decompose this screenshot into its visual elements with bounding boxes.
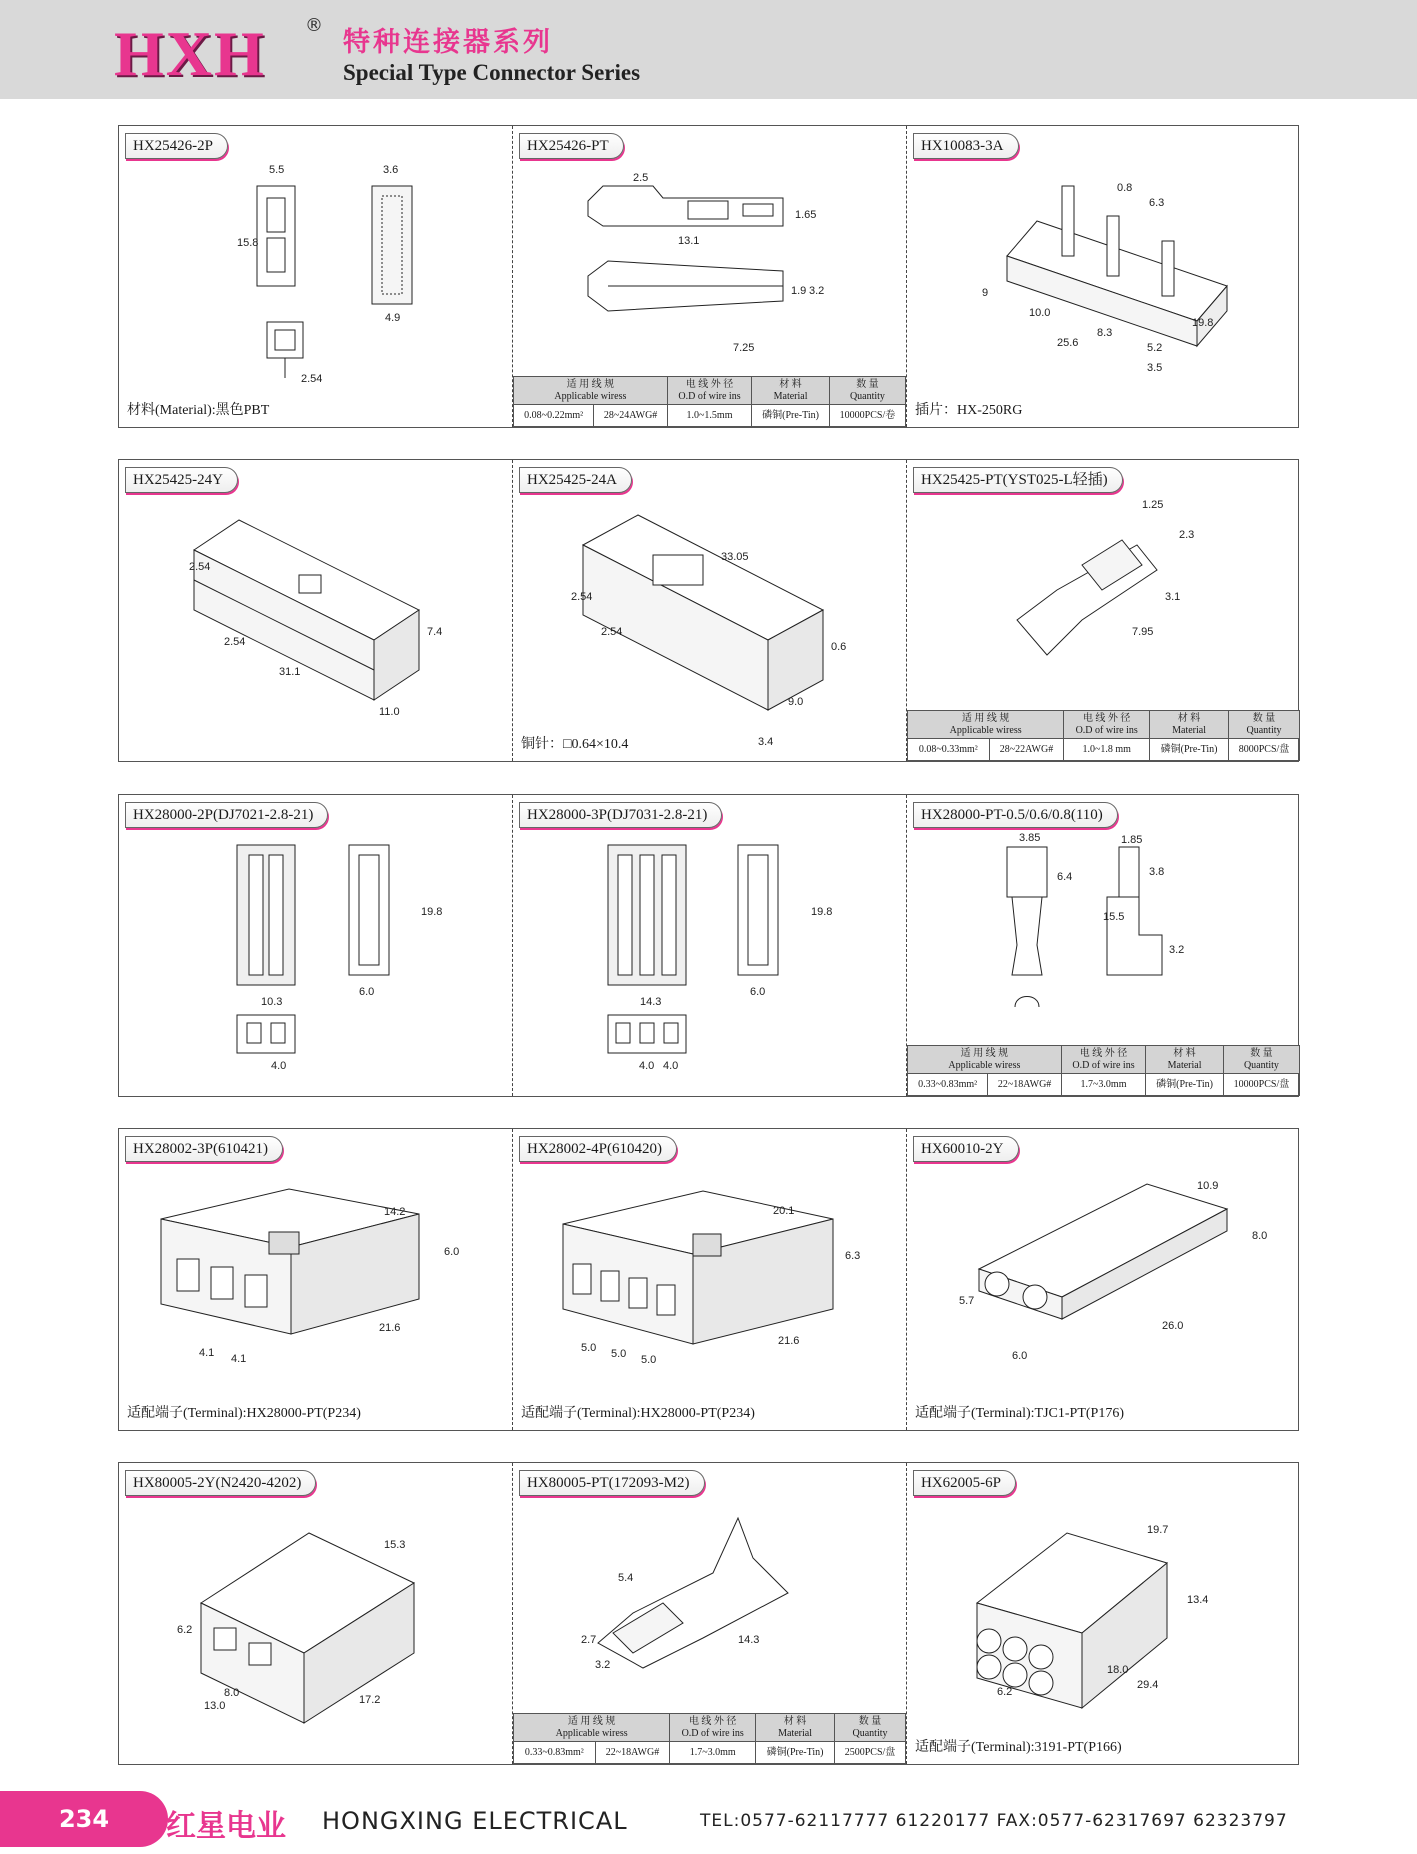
dim-label: 8.0 (224, 1687, 240, 1699)
company-name-en: HONGXING ELECTRICAL (322, 1807, 628, 1835)
dim-label: 6.2 (997, 1686, 1013, 1698)
col-header: 电 线 外 径 (685, 378, 734, 390)
col-header: Quantity (1243, 1059, 1279, 1071)
dim-label: 21.6 (379, 1322, 401, 1334)
col-header: 数 量 (858, 1715, 882, 1727)
product-cell-hx28000-3p (512, 795, 906, 1096)
registered-mark: ® (305, 15, 323, 36)
col-header: Material (1172, 724, 1206, 736)
spec-material: 磷铜(Pre-Tin) (1146, 1074, 1224, 1096)
product-label: HX25425-PT(YST025-L轻插) (913, 467, 1123, 493)
col-header: 数 量 (1250, 1047, 1273, 1059)
terminal-note: 适配端子(Terminal):TJC1-PT(P176) (915, 1406, 1124, 1421)
col-header: 适 用 线 规 (566, 378, 615, 390)
spec-awg: 22~18AWG# (595, 1742, 670, 1764)
dim-label: 10.0 (1029, 307, 1051, 319)
spec-od: 1.0~1.8 mm (1064, 739, 1150, 761)
col-header: O.D of wire ins (681, 1727, 744, 1739)
spec-quantity: 10000PCS/盘 (1223, 1074, 1299, 1096)
dim-label: 3.4 (758, 736, 774, 748)
dim-label: 5.0 (611, 1348, 627, 1360)
dim-label: 1.9 (791, 285, 807, 297)
dim-label: 5.2 (1147, 342, 1163, 354)
dim-label: 10.9 (1197, 1180, 1219, 1192)
catalog-row-5 (118, 1462, 1299, 1765)
dim-label: 7.25 (733, 342, 755, 354)
product-cell-hx10083-3a (906, 126, 1300, 427)
dim-label: 8.3 (1097, 327, 1113, 339)
dim-label: 17.2 (359, 1694, 381, 1706)
product-drawing (119, 126, 512, 429)
product-label: HX10083-3A (913, 133, 1019, 159)
catalog-row-2 (118, 459, 1299, 762)
product-cell-hx80005-pt (512, 1463, 906, 1764)
dim-label: 21.6 (778, 1335, 800, 1347)
spec-area: 0.33~0.83mm² (514, 1742, 596, 1764)
dim-label: 19.8 (421, 906, 443, 918)
dim-label: 6.0 (444, 1246, 460, 1258)
dim-label: 2.54 (301, 373, 323, 385)
spec-awg: 28~22AWG# (989, 739, 1064, 761)
dim-label: 11.0 (379, 706, 400, 718)
product-cell-hx80005-2y (119, 1463, 512, 1764)
dim-label: 15.8 (237, 237, 259, 249)
dim-label: 9.0 (788, 696, 804, 708)
col-header: 材 料 (779, 378, 802, 390)
col-header: Material (778, 1727, 812, 1739)
dim-label: 25.6 (1057, 337, 1079, 349)
dim-label: 6.3 (1149, 197, 1165, 209)
dim-label: 2.54 (224, 636, 246, 648)
dim-label: 18.0 (1107, 1664, 1129, 1676)
dim-label: 3.85 (1019, 832, 1041, 844)
page-footer (0, 1781, 1417, 1854)
terminal-note: 适配端子(Terminal):HX28000-PT(P234) (127, 1406, 361, 1421)
catalog-row-4 (118, 1128, 1299, 1431)
product-drawing (119, 795, 512, 1098)
dim-label: 19.8 (1192, 317, 1214, 329)
dim-label: 19.8 (811, 906, 833, 918)
dim-label: 14.2 (384, 1206, 406, 1218)
dim-label: 2.54 (189, 561, 211, 573)
dim-label: 1.65 (795, 209, 817, 221)
dim-label: 33.05 (721, 551, 749, 563)
product-label: HX28000-2P(DJ7021-2.8-21) (125, 802, 328, 828)
dim-label: 2.7 (581, 1634, 597, 1646)
col-header: 数 量 (856, 378, 879, 390)
catalog-row-3 (118, 794, 1299, 1097)
product-label: HX25426-PT (519, 133, 624, 159)
wire-spec-table (907, 710, 1300, 761)
dim-label: 2.5 (633, 172, 649, 184)
product-label: HX28002-3P(610421) (125, 1136, 283, 1162)
series-title-en: Special Type Connector Series (343, 60, 641, 85)
product-label: HX28000-PT-0.5/0.6/0.8(110) (913, 802, 1118, 828)
dim-label: 3.1 (1165, 591, 1181, 603)
insert-note: 插片：HX-250RG (915, 403, 1023, 418)
spec-quantity: 2500PCS/盘 (835, 1742, 906, 1764)
wire-spec-table (513, 376, 906, 427)
hxh-logo: HXH (114, 18, 266, 89)
dim-label: 20.1 (773, 1205, 795, 1217)
dim-label: 26.0 (1162, 1320, 1184, 1332)
dim-label: 31.1 (279, 666, 301, 678)
product-label: HX80005-PT(172093-M2) (519, 1470, 705, 1496)
dim-label: 13.0 (204, 1700, 226, 1712)
product-label: HX28000-3P(DJ7031-2.8-21) (519, 802, 722, 828)
dim-label: 8.0 (1252, 1230, 1268, 1242)
product-label: HX28002-4P(610420) (519, 1136, 677, 1162)
pin-note: 铜针：□0.64×10.4 (521, 737, 629, 752)
col-header: 材 料 (783, 1715, 807, 1727)
dim-label: 7.4 (427, 626, 443, 638)
col-header: O.D of wire ins (1075, 724, 1138, 736)
dim-label: 3.2 (1169, 944, 1185, 956)
dim-label: 14.3 (738, 1634, 760, 1646)
col-header: Quantity (852, 1727, 888, 1739)
product-drawing (119, 1463, 512, 1766)
product-cell-hx25425-24a (512, 460, 906, 761)
spec-area: 0.08~0.33mm² (908, 739, 990, 761)
spec-material: 磷铜(Pre-Tin) (1150, 739, 1229, 761)
dim-label: 3.6 (383, 164, 399, 176)
product-cell-hx60010-2y (906, 1129, 1300, 1430)
col-header: 材 料 (1173, 1047, 1196, 1059)
dim-label: 3.8 (1149, 866, 1165, 878)
product-label: HX60010-2Y (913, 1136, 1019, 1162)
dim-label: 5.4 (618, 1572, 634, 1584)
col-header: Material (773, 390, 808, 402)
wire-spec-table (907, 1045, 1300, 1096)
spec-od: 1.0~1.5mm (667, 405, 751, 427)
dim-label: 4.0 (639, 1060, 655, 1072)
product-cell-hx28002-3p (119, 1129, 512, 1430)
terminal-note: 适配端子(Terminal):HX28000-PT(P234) (521, 1406, 755, 1421)
col-header: Applicable wiress (949, 724, 1022, 736)
dim-label: 6.0 (750, 986, 766, 998)
dim-label: 29.4 (1137, 1679, 1159, 1691)
dim-label: 4.0 (271, 1060, 287, 1072)
terminal-note: 适配端子(Terminal):3191-PT(P166) (915, 1740, 1122, 1755)
col-header: 数 量 (1252, 712, 1276, 724)
dim-label: 4.0 (663, 1060, 679, 1072)
product-drawing (907, 1129, 1301, 1432)
product-drawing (513, 1129, 907, 1432)
material-note: 材料(Material):黑色PBT (127, 403, 270, 418)
col-header: O.D of wire ins (678, 390, 741, 402)
spec-quantity: 10000PCS/卷 (829, 405, 905, 427)
dim-label: 5.0 (641, 1354, 657, 1366)
spec-od: 1.7~3.0mm (670, 1742, 756, 1764)
spec-awg: 22~18AWG# (988, 1074, 1061, 1096)
company-name-cn: 红星电业 (166, 1809, 286, 1844)
dim-label: 4.9 (385, 312, 401, 324)
dim-label: 6.4 (1057, 871, 1073, 883)
dim-label: 6.2 (177, 1624, 193, 1636)
col-header: 电 线 外 径 (1079, 1047, 1128, 1059)
dim-label: 3.2 (809, 285, 825, 297)
product-cell-hx28002-4p (512, 1129, 906, 1430)
col-header: Quantity (1246, 724, 1282, 736)
spec-quantity: 8000PCS/盘 (1229, 739, 1300, 761)
dim-label: 15.5 (1103, 911, 1125, 923)
dim-label: 5.7 (959, 1295, 975, 1307)
product-cell-hx25426-2p (119, 126, 512, 427)
product-label: HX25426-2P (125, 133, 228, 159)
col-header: Applicable wiress (554, 390, 627, 402)
product-drawing (513, 795, 907, 1098)
spec-material: 磷铜(Pre-Tin) (756, 1742, 835, 1764)
col-header: Applicable wiress (555, 1727, 628, 1739)
col-header: Material (1167, 1059, 1202, 1071)
col-header: 适 用 线 规 (567, 1715, 616, 1727)
dim-label: 2.54 (571, 591, 593, 603)
col-header: Quantity (849, 390, 885, 402)
spec-area: 0.08~0.22mm² (514, 405, 594, 427)
product-label: HX80005-2Y(N2420-4202) (125, 1470, 316, 1496)
product-label: HX25425-24A (519, 467, 632, 493)
dim-label: 6.3 (845, 1250, 861, 1262)
page-number: 234 (0, 1791, 168, 1847)
product-label: HX25425-24Y (125, 467, 238, 493)
dim-label: 10.3 (261, 996, 283, 1008)
product-drawing (907, 1463, 1301, 1766)
dim-label: 6.0 (1012, 1350, 1028, 1362)
dim-label: 7.95 (1132, 626, 1154, 638)
col-header: O.D of wire ins (1072, 1059, 1135, 1071)
page-header (0, 0, 1417, 99)
col-header: 电 线 外 径 (1082, 712, 1131, 724)
catalog-row-1 (118, 125, 1299, 428)
dim-label: 13.4 (1187, 1594, 1209, 1606)
dim-label: 13.1 (678, 235, 700, 247)
contact-info: TEL:0577-62117777 61220177 FAX:0577-62317697 62323797 (700, 1811, 1288, 1831)
product-cell-hx25425-pt (906, 460, 1300, 761)
dim-label: 9 (982, 287, 989, 299)
product-cell-hx25426-pt (512, 126, 906, 427)
product-drawing (907, 126, 1301, 429)
series-title-cn: 特种连接器系列 (343, 27, 553, 58)
dim-label: 0.6 (831, 641, 847, 653)
dim-label: 4.1 (199, 1347, 215, 1359)
product-cell-hx25425-24y (119, 460, 512, 761)
product-cell-hx28000-pt (906, 795, 1300, 1096)
col-header: 材 料 (1177, 712, 1201, 724)
dim-label: 14.3 (640, 996, 662, 1008)
dim-label: 19.7 (1147, 1524, 1169, 1536)
col-header: 电 线 外 径 (688, 1715, 737, 1727)
spec-od: 1.7~3.0mm (1061, 1074, 1145, 1096)
col-header: 适 用 线 规 (960, 1047, 1009, 1059)
dim-label: 15.3 (384, 1539, 406, 1551)
dim-label: 0.8 (1117, 182, 1133, 194)
product-drawing (119, 1129, 512, 1432)
dim-label: 6.0 (359, 986, 375, 998)
spec-awg: 28~24AWG# (594, 405, 667, 427)
product-drawing (119, 460, 512, 763)
dim-label: 1.25 (1142, 499, 1164, 511)
col-header: 适 用 线 规 (961, 712, 1010, 724)
spec-area: 0.33~0.83mm² (908, 1074, 988, 1096)
product-cell-hx62005-6p (906, 1463, 1300, 1764)
col-header: Applicable wiress (948, 1059, 1021, 1071)
dim-label: 4.1 (231, 1353, 247, 1365)
spec-material: 磷铜(Pre-Tin) (752, 405, 830, 427)
product-label: HX62005-6P (913, 1470, 1016, 1496)
wire-spec-table (513, 1713, 906, 1764)
dim-label: 3.2 (595, 1659, 611, 1671)
dim-label: 1.85 (1121, 834, 1143, 846)
dim-label: 5.5 (269, 164, 285, 176)
product-drawing (513, 460, 907, 763)
dim-label: 5.0 (581, 1342, 597, 1354)
dim-label: 2.3 (1179, 529, 1195, 541)
dim-label: 2.54 (601, 626, 623, 638)
dim-label: 3.5 (1147, 362, 1163, 374)
product-cell-hx28000-2p (119, 795, 512, 1096)
